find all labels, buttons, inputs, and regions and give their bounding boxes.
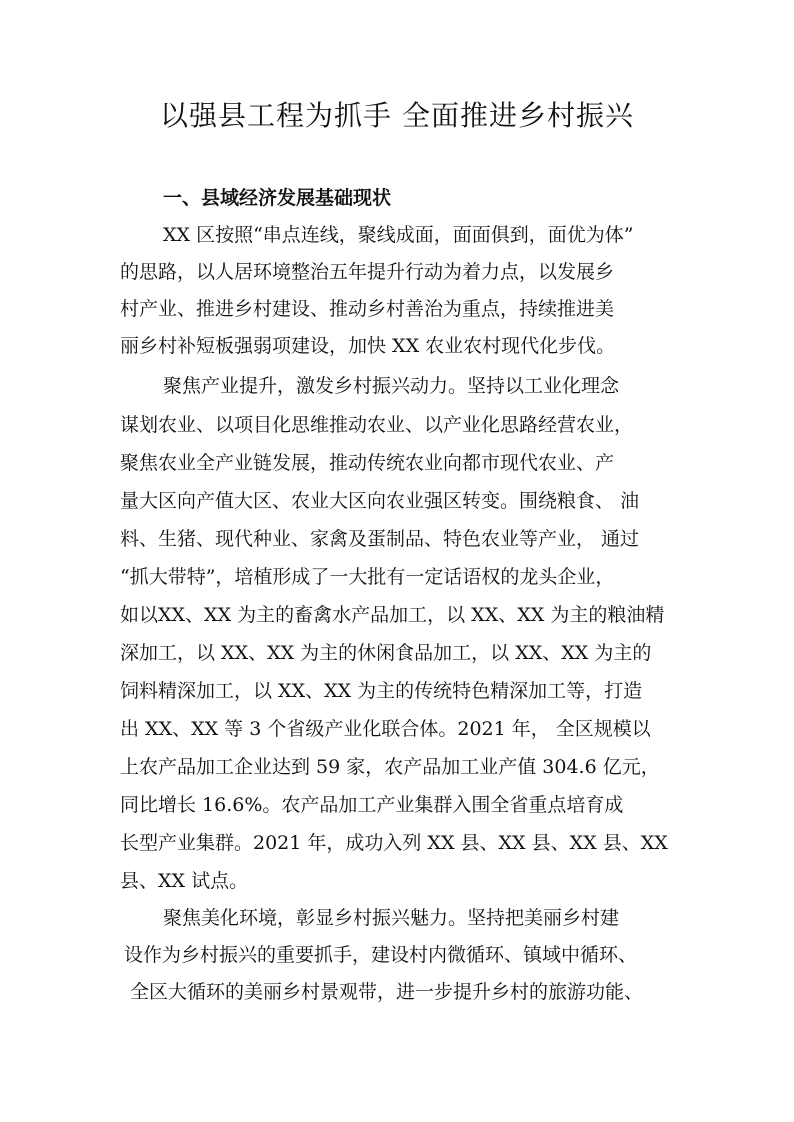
section-heading: 一、县域经济发展基础现状 [163, 187, 392, 209]
paragraph-2-line-6: “抓大带特”，培植形成了一大批有一定话语权的龙头企业， [120, 566, 615, 588]
paragraph-2-line-9: 饲料精深加工，以 XX、XX 为主的传统特色精深加工等，打造 [120, 680, 643, 702]
paragraph-2-line-7: 如以XX、XX 为主的畜禽水产品加工，以 XX、XX 为主的粮油精 [120, 604, 665, 626]
paragraph-1-line-2: 的思路，以人居环境整治五年提升行动为着力点，以发展乡 [120, 261, 615, 283]
paragraph-3-line-1: 聚焦美化环境，彰显乡村振兴魅力。坚持把美丽乡村建 [163, 907, 620, 929]
paragraph-1-line-3: 村产业、推进乡村建设、推动乡村善治为重点，持续推进美 [120, 298, 615, 320]
paragraph-2-line-12: 同比增长 16.6%。农产品加工产业集群入围全省重点培育成 [120, 794, 624, 816]
paragraph-2-line-10: 出 XX、XX 等 3 个省级产业化联合体。2021 年， 全区规模以 [120, 718, 651, 740]
paragraph-2-line-4: 量大区向产值大区、农业大区向农业强区转变。围绕粮食、 油 [120, 490, 640, 512]
paragraph-2-line-1: 聚焦产业提升，激发乡村振兴动力。坚持以工业化理念 [163, 375, 620, 397]
paragraph-3-line-2: 设作为乡村振兴的重要抓手，建设村内微循环、镇域中循环、 [124, 944, 638, 966]
paragraph-2-line-2: 谋划农业、以项目化思维推动农业、以产业化思路经营农业， [120, 414, 634, 436]
document-title: 以强县工程为抓手 全面推进乡村振兴 [160, 99, 634, 132]
paragraph-2-line-11: 上农产品加工企业达到 59 家，农产品加工业产值 304.6 亿元， [120, 756, 660, 778]
paragraph-2-line-14: 县、XX 试点。 [120, 870, 249, 892]
paragraph-3-line-3: 全区大循环的美丽乡村景观带，进一步提升乡村的旅游功能、 [130, 981, 644, 1003]
paragraph-1-line-1: XX 区按照“串点连线，聚线成面，面面俱到，面优为体” [163, 224, 634, 246]
paragraph-2-line-13: 长型产业集群。2021 年，成功入列 XX 县、XX 县、XX 县、XX [120, 832, 668, 854]
paragraph-1-line-4: 丽乡村补短板强弱项建设，加快 XX 农业农村现代化步伐。 [120, 335, 616, 357]
paragraph-2-line-8: 深加工，以 XX、XX 为主的休闲食品加工，以 XX、XX 为主的 [120, 642, 652, 664]
paragraph-2-line-3: 聚焦农业全产业链发展，推动传统农业向都市现代农业、产 [120, 452, 615, 474]
paragraph-2-line-5: 料、生猪、现代种业、家禽及蛋制品、特色农业等产业， 通过 [120, 528, 640, 550]
